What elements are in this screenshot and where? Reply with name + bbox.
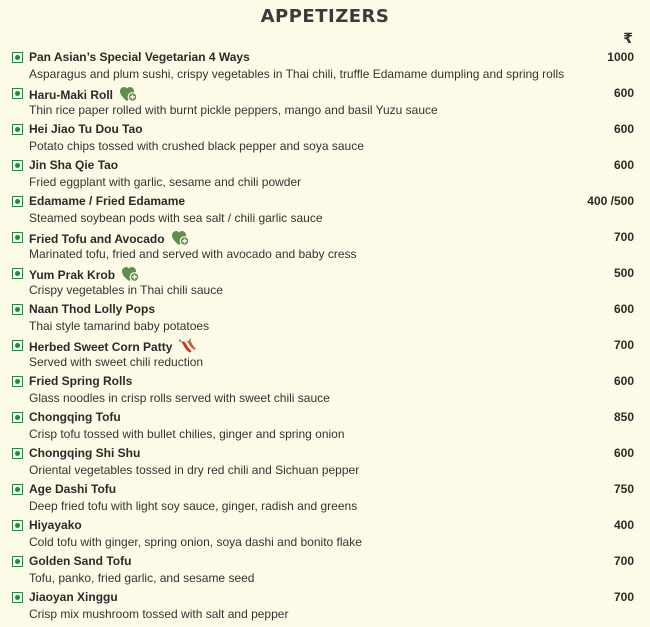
veg-mark-icon [12, 268, 23, 279]
item-name: Pan Asian’s Special Vegetarian 4 Ways [29, 50, 250, 64]
item-description: Deep fried tofu with light soy sauce, ginger, radish and greens [29, 499, 358, 513]
veg-mark-icon [12, 160, 23, 171]
item-name: Chongqing Tofu [29, 410, 121, 424]
vegan-heart-icon [171, 230, 191, 247]
item-price: 400 /500 [587, 194, 634, 208]
item-name: Hei Jiao Tu Dou Tao [29, 122, 143, 136]
vegan-heart-icon [119, 86, 139, 103]
item-description: Fried eggplant with garlic, sesame and chili powder [29, 175, 302, 189]
item-name: Yum Prak Krob [29, 266, 141, 283]
menu-item [12, 193, 636, 229]
menu-item [12, 121, 636, 157]
item-description: Glass noodles in crisp rolls served with sweet chili sauce [29, 391, 330, 405]
menu-item [12, 265, 636, 301]
item-description: Cold tofu with ginger, spring onion, soya dashi and bonito flake [29, 535, 362, 549]
chili-icon [178, 338, 198, 355]
veg-mark-icon [12, 520, 23, 531]
item-description: Crisp mix mushroom tossed with salt and pepper [29, 607, 289, 621]
item-price: 700 [613, 590, 634, 604]
item-name: Haru-Maki Roll [29, 86, 139, 103]
menu-item [12, 445, 636, 481]
item-name: Jiaoyan Xinggu [29, 590, 118, 604]
menu-item [12, 157, 636, 193]
veg-mark-icon [12, 412, 23, 423]
item-description: Thai style tamarind baby potatoes [29, 319, 210, 333]
item-description: Oriental vegetables tossed in dry red chili and Sichuan pepper [29, 463, 360, 477]
item-description: Crisp tofu tossed with bullet chilies, ginger and spring onion [29, 427, 345, 441]
veg-mark-icon [12, 556, 23, 567]
menu-list [12, 49, 636, 625]
item-price: 850 [613, 410, 634, 424]
vegan-heart-icon [121, 266, 141, 283]
veg-mark-icon [12, 124, 23, 135]
item-price: 600 [613, 446, 634, 460]
veg-mark-icon [12, 52, 23, 63]
menu-item [12, 409, 636, 445]
item-name: Herbed Sweet Corn Patty [29, 338, 198, 355]
item-description: Asparagus and plum sushi, crispy vegetables in Thai chili, truffle Edamame dumpling and spring rolls [29, 67, 565, 81]
veg-mark-icon [12, 448, 23, 459]
menu-item [12, 49, 636, 85]
menu-item [12, 229, 636, 265]
item-price: 700 [613, 230, 634, 244]
menu-item [12, 373, 636, 409]
menu-item [12, 481, 636, 517]
item-name: Edamame / Fried Edamame [29, 194, 186, 208]
currency-symbol: ₹ [623, 30, 633, 46]
item-name: Age Dashi Tofu [29, 482, 117, 496]
item-description: Served with sweet chili reduction [29, 355, 204, 369]
veg-mark-icon [12, 340, 23, 351]
item-description: Crispy vegetables in Thai chili sauce [29, 283, 223, 297]
item-name: Fried Spring Rolls [29, 374, 133, 388]
item-price: 400 [613, 518, 634, 532]
item-description: Marinated tofu, fried and served with avocado and baby cress [29, 247, 357, 261]
item-price: 750 [613, 482, 634, 496]
veg-mark-icon [12, 376, 23, 387]
item-name: Fried Tofu and Avocado [29, 230, 191, 247]
item-description: Thin rice paper rolled with burnt pickle peppers, mango and basil Yuzu sauce [29, 103, 438, 117]
item-price: 500 [613, 266, 634, 280]
item-price: 600 [613, 302, 634, 316]
menu-item [12, 337, 636, 373]
item-price: 600 [613, 374, 634, 388]
veg-mark-icon [12, 196, 23, 207]
item-price: 600 [613, 122, 634, 136]
item-name: Hiyayako [29, 518, 82, 532]
item-name: Golden Sand Tofu [29, 554, 132, 568]
item-price: 700 [613, 338, 634, 352]
veg-mark-icon [12, 304, 23, 315]
item-price: 600 [613, 86, 634, 100]
veg-mark-icon [12, 232, 23, 243]
item-description: Steamed soybean pods with sea salt / chili garlic sauce [29, 211, 323, 225]
item-description: Potato chips tossed with crushed black pepper and soya sauce [29, 139, 364, 153]
menu-item [12, 589, 636, 625]
item-name: Naan Thod Lolly Pops [29, 302, 156, 316]
item-price: 1000 [607, 50, 634, 64]
item-description: Tofu, panko, fried garlic, and sesame seed [29, 571, 255, 585]
item-price: 600 [613, 158, 634, 172]
item-price: 700 [613, 554, 634, 568]
veg-mark-icon [12, 484, 23, 495]
item-name: Jin Sha Qie Tao [29, 158, 119, 172]
item-name: Chongqing Shi Shu [29, 446, 141, 460]
menu-item [12, 85, 636, 121]
menu-item [12, 553, 636, 589]
menu-item [12, 301, 636, 337]
menu-item [12, 517, 636, 553]
veg-mark-icon [12, 592, 23, 603]
menu-section-title: APPETIZERS [260, 6, 390, 27]
veg-mark-icon [12, 88, 23, 99]
